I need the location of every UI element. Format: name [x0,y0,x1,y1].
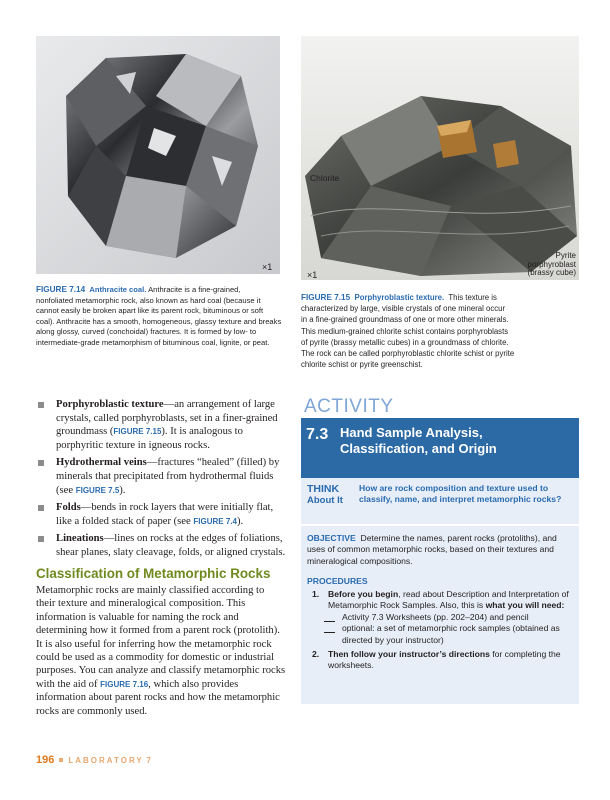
bullet-term: Porphyroblastic texture [56,399,164,410]
bullet-text: —bends in rock layers that were initially flat, like a folded stack of paper (see [56,502,274,527]
procedure-steps [312,589,574,672]
texture-bullet-list [36,398,286,564]
section-text: , which also provides information about parent rocks and how the metamorphic rocks are commonly used. [36,678,280,717]
materials-text: optional: a set of metamorphic rock samples (obtained as directed by your instructor) [342,623,560,645]
chlorite-schist-photo [301,36,579,280]
chlorite-schist-image [301,36,579,280]
step-text: , read about Description and Interpretation of Metamorphic Rock Samples. Also, this is [328,589,569,611]
activity-number: 7.3 [306,426,329,443]
materials-item [312,612,574,623]
list-item [36,398,286,452]
list-item [36,501,286,528]
fig14-scale: ×1 [262,262,273,272]
fig14-line: coal). Anthracite has a smooth, homogeneous, glassy texture and breaks [36,316,282,326]
materials-text: Activity 7.3 Worksheets (pp. 202–204) and pencil [342,611,529,622]
think-question: How are rock composition and texture used to classify, name, and interpret metamorphic rocks? [359,483,562,504]
fig15-line: of pyrite (brassy metallic cubes) in a groundmass of chlorite. [301,337,509,347]
fig15-title: Porphyroblastic texture. [354,293,445,302]
figure-ref-link[interactable]: FIGURE 7.4 [193,516,237,526]
objective-body: Determine the names, parent rocks (protoliths), and uses of common metamorphic rocks, based on their textures and mineralogical compositions. [307,533,557,566]
checkbox-line[interactable] [324,621,335,622]
procedure-step [312,589,574,612]
footer-lab-number: 7 [146,756,153,765]
section-heading: Classification of Metamorphic Rocks [36,566,271,581]
fig14-line: cannot easily be broken apart like its parent rock, bituminous or soft [36,306,264,316]
section-body [36,584,286,718]
fig14-line: along glossy, curved (conchoidal) fractures. It is formed by low- to [36,327,257,337]
figure-ref-link[interactable]: FIGURE 7.15 [113,427,162,437]
figure-ref-link[interactable]: FIGURE 7.5 [75,485,120,495]
fig14-line: intermediate-grade metamorphism of bituminous coal, lignite, or peat. [36,337,270,347]
bullet-square-icon [38,460,44,466]
footer-dot-icon [59,758,63,762]
figure-ref-link[interactable]: FIGURE 7.16 [100,679,149,689]
bullet-term: Folds [56,502,81,514]
list-item [36,532,286,559]
objective-text [307,533,575,567]
checkbox-line[interactable] [324,632,335,633]
activity-divider [301,524,579,526]
activity-word: ACTIVITY [304,396,394,417]
bullet-text: ). [119,484,126,496]
procedure-step [312,649,574,672]
chlorite-label: Chlorite [310,173,340,183]
fig15-line: This medium-grained chlorite schist contains porphyroblasts [301,326,509,336]
fig15-label: FIGURE 7.15 [301,293,351,302]
page-number: 196 [36,754,55,766]
fig14-line: nonfoliated metamorphic rock, also known as hard coal (because it [36,295,261,305]
fig14-title: Anthracite coal. [89,285,147,294]
fig15-line: The rock can be called porphyroblastic chlorite schist or pyrite [301,349,515,359]
bullet-term: Hydrothermal veins [56,457,147,469]
bullet-text: —lines on rocks at the edges of foliations, shear planes, slaty cleavage, folds, or aligned crystals. [56,533,286,558]
bullet-square-icon [38,536,44,542]
fig15-line: in a fine-grained groundmass of one or more other minerals. [301,315,509,325]
bullet-square-icon [38,505,44,511]
anthracite-image [36,36,280,274]
bullet-text: —fractures “healed” (filled) by minerals that precipitated from hydrothermal fluids (see [56,457,280,496]
about-label: About It [307,495,343,506]
fig15-line: This texture is [448,293,497,302]
list-item [36,456,286,497]
bullet-text: —an arrangement of large crystals, called porphyroblasts, set in a finer-grained groundmass ( [56,399,278,438]
objective-label: OBJECTIVE [307,533,356,543]
step-bold: what you will need: [485,600,565,611]
think-label: THINK [307,483,340,495]
bullet-term: Lineations [56,533,104,545]
procedures-label: PROCEDURES [307,576,368,586]
fig15-line: chlorite schist or pyrite greenschist. [301,360,423,370]
anthracite-photo [36,36,280,274]
bullet-text: ). [236,515,244,527]
fig15-caption [301,292,581,370]
step-bold: Before you begin [328,589,399,599]
step-text: for completing the worksheets. [328,649,561,671]
fig15-scale: ×1 [307,270,318,280]
step-number: 2. [312,649,320,660]
section-text: Metamorphic rocks are mainly classified according to their texture and mineralogical composition. This information is valuable for naming the rock and determining how it formed from a parent rock (protolith). It is also useful for inferring how the metamorphic rock could be used as a commodity for domestic or industrial purposes. You can analyze and classify metamorphic rocks with the aid of [36,585,286,690]
fig14-line: Anthracite is a fine-grained, [148,285,241,294]
step-bold: Then follow your instructor’s directions [328,649,490,660]
materials-item [312,623,574,646]
pyrite-label-line: (brassy cube) [527,268,576,277]
fig15-line: characterized by large, visible crystals of one mineral occur [301,304,506,314]
fig14-caption [36,285,286,349]
step-number: 1. [312,589,320,599]
pyrite-label [520,252,576,278]
pyrite-label-line: Pyrite [555,251,576,260]
page-footer [36,754,153,766]
pyrite-label-line: porphyroblast [527,259,576,269]
bullet-square-icon [38,402,44,408]
fig14-label: FIGURE 7.14 [36,285,86,294]
bullet-text: ). It is analogous to porphyritic texture in igneous rocks. [56,426,243,451]
footer-lab: LABORATORY [68,756,144,765]
activity-title: Hand Sample Analysis, Classification, and Origin [340,425,497,456]
